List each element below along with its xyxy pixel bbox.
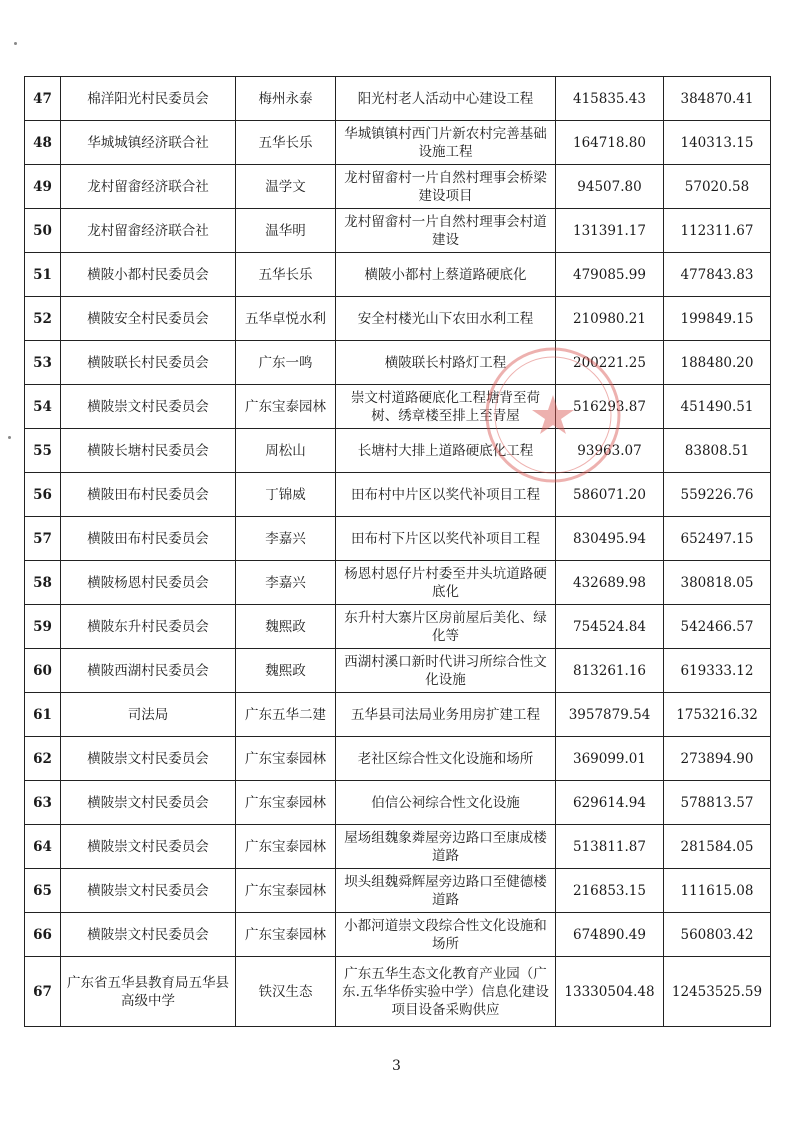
project-name-cell: 伯信公祠综合性文化设施 bbox=[336, 781, 556, 825]
amount-2-cell: 560803.42 bbox=[664, 913, 771, 957]
table-row bbox=[25, 869, 771, 913]
contractor-cell: 李嘉兴 bbox=[236, 561, 336, 605]
project-name-cell: 华城镇镇村西门片新农村完善基础设施工程 bbox=[336, 121, 556, 165]
amount-1-cell: 516293.87 bbox=[556, 385, 664, 429]
table-row bbox=[25, 473, 771, 517]
row-number-cell: 51 bbox=[25, 253, 61, 297]
contractor-cell: 广东宝泰园林 bbox=[236, 825, 336, 869]
unit-cell: 横陂崇文村民委员会 bbox=[61, 781, 236, 825]
project-name-cell: 阳光村老人活动中心建设工程 bbox=[336, 77, 556, 121]
row-number-cell: 59 bbox=[25, 605, 61, 649]
unit-cell: 横陂东升村民委员会 bbox=[61, 605, 236, 649]
unit-cell: 横陂田布村民委员会 bbox=[61, 473, 236, 517]
table-row bbox=[25, 781, 771, 825]
amount-1-cell: 513811.87 bbox=[556, 825, 664, 869]
unit-cell: 横陂联长村民委员会 bbox=[61, 341, 236, 385]
table-row bbox=[25, 341, 771, 385]
project-name-cell: 五华县司法局业务用房扩建工程 bbox=[336, 693, 556, 737]
project-name-cell: 崇文村道路硬底化工程塘背至荷树、绣章楼至排上至青屋 bbox=[336, 385, 556, 429]
project-name-cell: 广东五华生态文化教育产业园（广东.五华华侨实验中学）信息化建设项目设备采购供应 bbox=[336, 957, 556, 1027]
table-row bbox=[25, 913, 771, 957]
amount-1-cell: 813261.16 bbox=[556, 649, 664, 693]
table-row bbox=[25, 77, 771, 121]
project-name-cell: 田布村下片区以奖代补项目工程 bbox=[336, 517, 556, 561]
unit-cell: 横陂西湖村民委员会 bbox=[61, 649, 236, 693]
table-row bbox=[25, 737, 771, 781]
amount-1-cell: 216853.15 bbox=[556, 869, 664, 913]
row-number-cell: 56 bbox=[25, 473, 61, 517]
table-row bbox=[25, 957, 771, 1027]
unit-cell: 广东省五华县教育局五华县高级中学 bbox=[61, 957, 236, 1027]
contractor-cell: 温学文 bbox=[236, 165, 336, 209]
row-number-cell: 47 bbox=[25, 77, 61, 121]
contractor-cell: 五华卓悦水利 bbox=[236, 297, 336, 341]
amount-2-cell: 559226.76 bbox=[664, 473, 771, 517]
amount-2-cell: 619333.12 bbox=[664, 649, 771, 693]
row-number-cell: 49 bbox=[25, 165, 61, 209]
project-name-cell: 横陂联长村路灯工程 bbox=[336, 341, 556, 385]
project-name-cell: 安全村楼光山下农田水利工程 bbox=[336, 297, 556, 341]
contractor-cell: 魏熙政 bbox=[236, 605, 336, 649]
amount-2-cell: 57020.58 bbox=[664, 165, 771, 209]
project-name-cell: 东升村大寨片区房前屋后美化、绿化等 bbox=[336, 605, 556, 649]
contractor-cell: 五华长乐 bbox=[236, 253, 336, 297]
contractor-cell: 魏熙政 bbox=[236, 649, 336, 693]
scan-speck bbox=[14, 42, 17, 45]
amount-1-cell: 415835.43 bbox=[556, 77, 664, 121]
unit-cell: 横陂杨恩村民委员会 bbox=[61, 561, 236, 605]
amount-2-cell: 578813.57 bbox=[664, 781, 771, 825]
project-name-cell: 龙村留畲村一片自然村理事会桥梁建设项目 bbox=[336, 165, 556, 209]
contractor-cell: 李嘉兴 bbox=[236, 517, 336, 561]
contractor-cell: 广东一鸣 bbox=[236, 341, 336, 385]
project-name-cell: 横陂小都村上蔡道路硬底化 bbox=[336, 253, 556, 297]
row-number-cell: 67 bbox=[25, 957, 61, 1027]
table-row bbox=[25, 429, 771, 473]
contractor-cell: 广东宝泰园林 bbox=[236, 869, 336, 913]
table-row bbox=[25, 561, 771, 605]
row-number-cell: 53 bbox=[25, 341, 61, 385]
contractor-cell: 广东宝泰园林 bbox=[236, 737, 336, 781]
row-number-cell: 65 bbox=[25, 869, 61, 913]
project-name-cell: 坝头组魏舜辉屋旁边路口至健德楼道路 bbox=[336, 869, 556, 913]
amount-2-cell: 83808.51 bbox=[664, 429, 771, 473]
unit-cell: 横陂长塘村民委员会 bbox=[61, 429, 236, 473]
contractor-cell: 广东五华二建 bbox=[236, 693, 336, 737]
row-number-cell: 60 bbox=[25, 649, 61, 693]
row-number-cell: 50 bbox=[25, 209, 61, 253]
amount-1-cell: 210980.21 bbox=[556, 297, 664, 341]
row-number-cell: 55 bbox=[25, 429, 61, 473]
amount-1-cell: 479085.99 bbox=[556, 253, 664, 297]
row-number-cell: 64 bbox=[25, 825, 61, 869]
project-name-cell: 田布村中片区以奖代补项目工程 bbox=[336, 473, 556, 517]
table-row bbox=[25, 649, 771, 693]
amount-1-cell: 754524.84 bbox=[556, 605, 664, 649]
amount-2-cell: 140313.15 bbox=[664, 121, 771, 165]
project-table-body bbox=[25, 77, 771, 1027]
contractor-cell: 铁汉生态 bbox=[236, 957, 336, 1027]
amount-2-cell: 380818.05 bbox=[664, 561, 771, 605]
unit-cell: 横陂崇文村民委员会 bbox=[61, 913, 236, 957]
contractor-cell: 广东宝泰园林 bbox=[236, 385, 336, 429]
unit-cell: 棉洋阳光村民委员会 bbox=[61, 77, 236, 121]
table-row bbox=[25, 605, 771, 649]
unit-cell: 司法局 bbox=[61, 693, 236, 737]
row-number-cell: 58 bbox=[25, 561, 61, 605]
row-number-cell: 66 bbox=[25, 913, 61, 957]
amount-1-cell: 369099.01 bbox=[556, 737, 664, 781]
project-name-cell: 屋场组魏象粦屋旁边路口至康成楼道路 bbox=[336, 825, 556, 869]
unit-cell: 龙村留畲经济联合社 bbox=[61, 165, 236, 209]
project-name-cell: 老社区综合性文化设施和场所 bbox=[336, 737, 556, 781]
amount-1-cell: 13330504.48 bbox=[556, 957, 664, 1027]
row-number-cell: 54 bbox=[25, 385, 61, 429]
amount-1-cell: 131391.17 bbox=[556, 209, 664, 253]
unit-cell: 横陂崇文村民委员会 bbox=[61, 737, 236, 781]
unit-cell: 龙村留畲经济联合社 bbox=[61, 209, 236, 253]
amount-2-cell: 542466.57 bbox=[664, 605, 771, 649]
amount-2-cell: 1753216.32 bbox=[664, 693, 771, 737]
project-name-cell: 杨恩村恩仔片村委至井头坑道路硬底化 bbox=[336, 561, 556, 605]
contractor-cell: 丁锦威 bbox=[236, 473, 336, 517]
amount-2-cell: 112311.67 bbox=[664, 209, 771, 253]
unit-cell: 横陂崇文村民委员会 bbox=[61, 869, 236, 913]
table-row bbox=[25, 253, 771, 297]
amount-2-cell: 384870.41 bbox=[664, 77, 771, 121]
amount-2-cell: 273894.90 bbox=[664, 737, 771, 781]
project-name-cell: 龙村留畲村一片自然村理事会村道建设 bbox=[336, 209, 556, 253]
page-number: 3 bbox=[392, 1058, 401, 1074]
row-number-cell: 52 bbox=[25, 297, 61, 341]
amount-1-cell: 3957879.54 bbox=[556, 693, 664, 737]
contractor-cell: 五华长乐 bbox=[236, 121, 336, 165]
project-table bbox=[24, 76, 771, 1027]
amount-1-cell: 93963.07 bbox=[556, 429, 664, 473]
amount-2-cell: 199849.15 bbox=[664, 297, 771, 341]
unit-cell: 横陂小都村民委员会 bbox=[61, 253, 236, 297]
amount-1-cell: 200221.25 bbox=[556, 341, 664, 385]
contractor-cell: 广东宝泰园林 bbox=[236, 913, 336, 957]
table-row bbox=[25, 297, 771, 341]
table-row bbox=[25, 517, 771, 561]
row-number-cell: 57 bbox=[25, 517, 61, 561]
table-row bbox=[25, 385, 771, 429]
unit-cell: 横陂崇文村民委员会 bbox=[61, 385, 236, 429]
unit-cell: 华城城镇经济联合社 bbox=[61, 121, 236, 165]
unit-cell: 横陂崇文村民委员会 bbox=[61, 825, 236, 869]
table-row bbox=[25, 209, 771, 253]
amount-2-cell: 652497.15 bbox=[664, 517, 771, 561]
table-row bbox=[25, 121, 771, 165]
project-name-cell: 西湖村溪口新时代讲习所综合性文化设施 bbox=[336, 649, 556, 693]
project-name-cell: 小都河道崇文段综合性文化设施和场所 bbox=[336, 913, 556, 957]
amount-1-cell: 164718.80 bbox=[556, 121, 664, 165]
contractor-cell: 周松山 bbox=[236, 429, 336, 473]
row-number-cell: 61 bbox=[25, 693, 61, 737]
amount-1-cell: 830495.94 bbox=[556, 517, 664, 561]
table-row bbox=[25, 693, 771, 737]
amount-2-cell: 111615.08 bbox=[664, 869, 771, 913]
contractor-cell: 温华明 bbox=[236, 209, 336, 253]
unit-cell: 横陂田布村民委员会 bbox=[61, 517, 236, 561]
amount-2-cell: 12453525.59 bbox=[664, 957, 771, 1027]
contractor-cell: 梅州永泰 bbox=[236, 77, 336, 121]
amount-1-cell: 586071.20 bbox=[556, 473, 664, 517]
amount-1-cell: 94507.80 bbox=[556, 165, 664, 209]
row-number-cell: 48 bbox=[25, 121, 61, 165]
table-row bbox=[25, 825, 771, 869]
amount-1-cell: 432689.98 bbox=[556, 561, 664, 605]
row-number-cell: 63 bbox=[25, 781, 61, 825]
amount-1-cell: 629614.94 bbox=[556, 781, 664, 825]
table-row bbox=[25, 165, 771, 209]
amount-2-cell: 281584.05 bbox=[664, 825, 771, 869]
amount-1-cell: 674890.49 bbox=[556, 913, 664, 957]
contractor-cell: 广东宝泰园林 bbox=[236, 781, 336, 825]
amount-2-cell: 477843.83 bbox=[664, 253, 771, 297]
unit-cell: 横陂安全村民委员会 bbox=[61, 297, 236, 341]
row-number-cell: 62 bbox=[25, 737, 61, 781]
amount-2-cell: 451490.51 bbox=[664, 385, 771, 429]
scan-speck bbox=[8, 436, 11, 439]
amount-2-cell: 188480.20 bbox=[664, 341, 771, 385]
project-name-cell: 长塘村大排上道路硬底化工程 bbox=[336, 429, 556, 473]
